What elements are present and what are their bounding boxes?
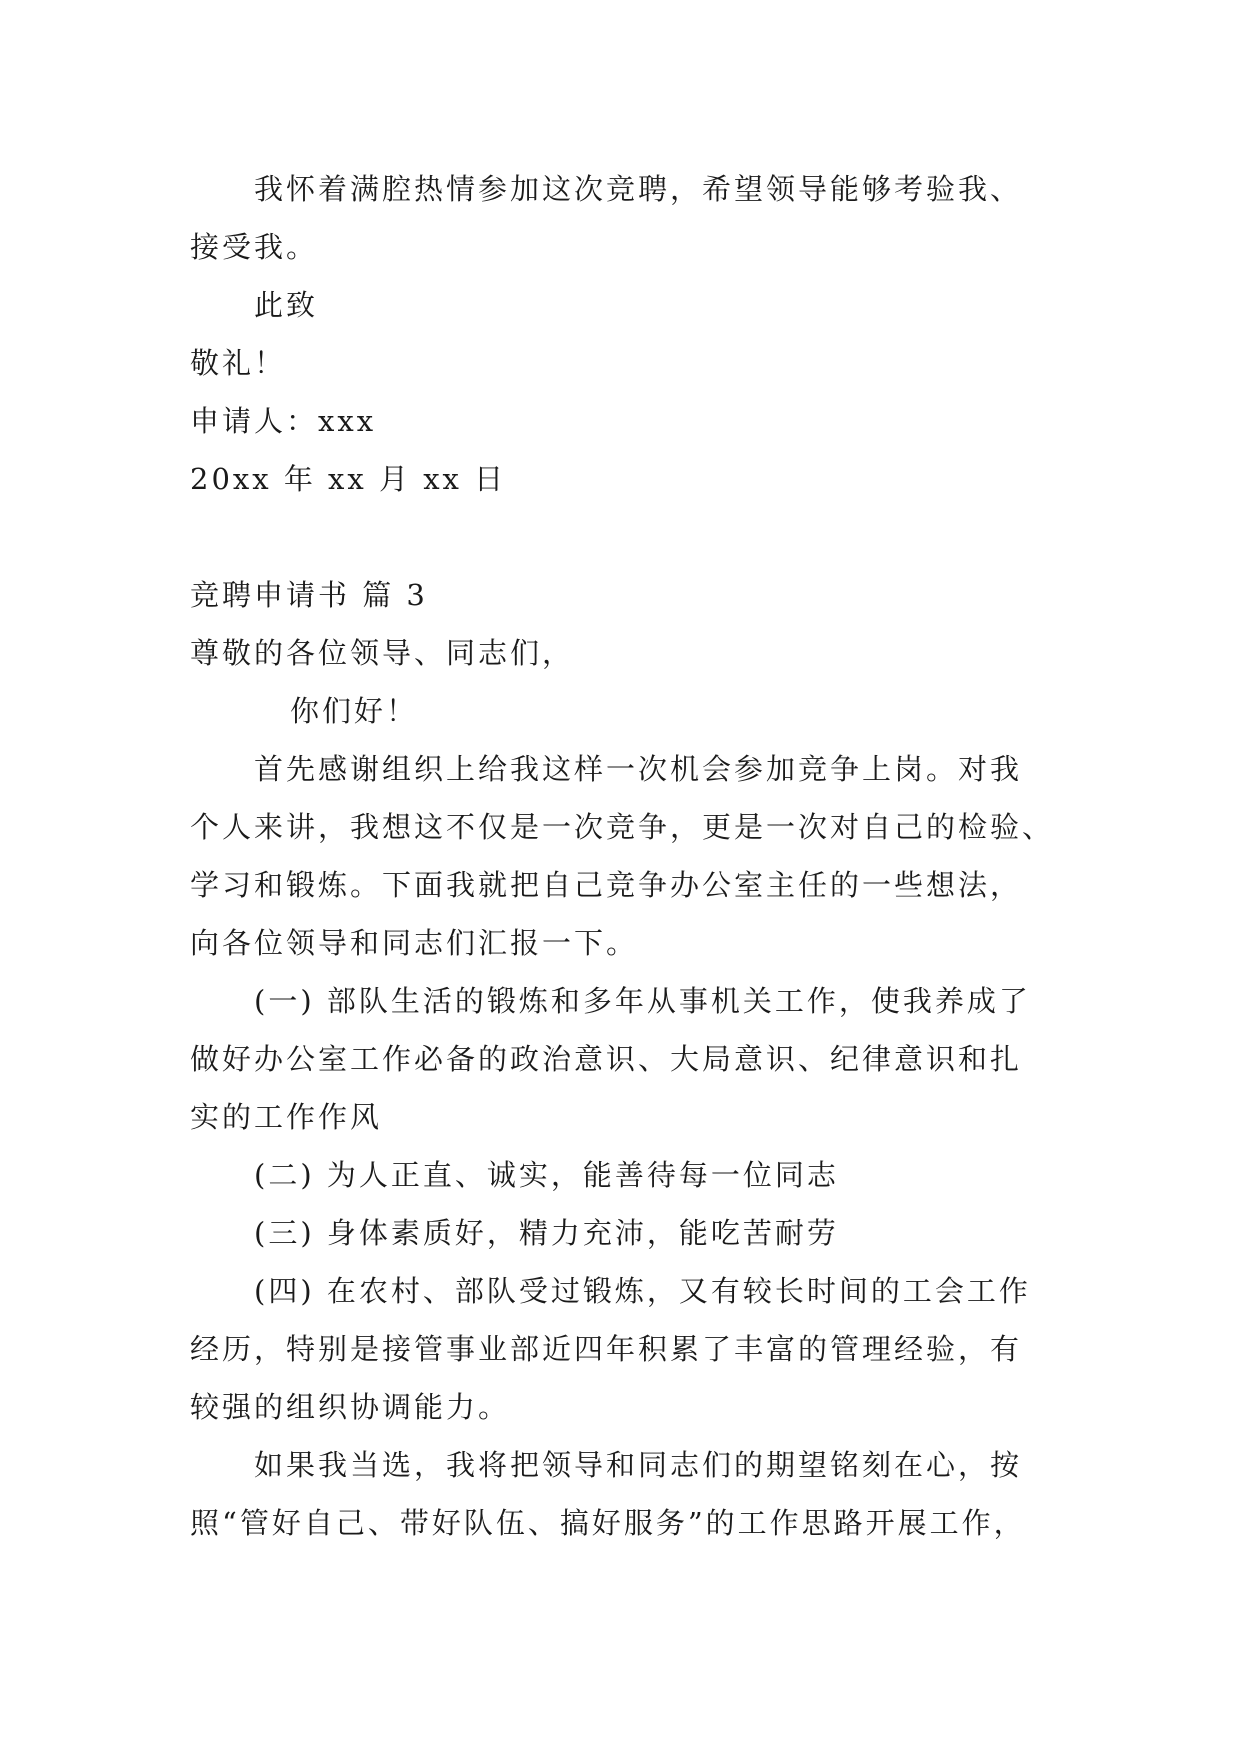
closing-regards: 敬礼！ <box>190 346 287 380</box>
list-item-line: 实的工作作风 <box>190 1100 383 1134</box>
paragraph-line: 学习和锻炼。下面我就把自己竞争办公室主任的一些想法， <box>190 868 1023 902</box>
list-item-line: (三) 身体素质好，精力充沛，能吃苦耐劳 <box>254 1216 839 1250</box>
list-item-line: 经历，特别是接管事业部近四年积累了丰富的管理经验，有 <box>190 1332 1023 1366</box>
section-heading: 竞聘申请书 篇 3 <box>190 578 428 612</box>
document-body <box>190 160 1070 1552</box>
date-line: 20xx 年 xx 月 xx 日 <box>190 462 507 496</box>
paragraph-line: 我怀着满腔热情参加这次竞聘，希望领导能够考验我、 <box>254 172 1023 206</box>
list-item-line: (四) 在农村、部队受过锻炼，又有较长时间的工会工作 <box>254 1274 1031 1308</box>
paragraph-line: 首先感谢组织上给我这样一次机会参加竞争上岗。对我 <box>254 752 1023 786</box>
greeting-hello: 你们好！ <box>290 694 419 728</box>
list-item-line: 做好办公室工作必备的政治意识、大局意识、纪律意识和扎 <box>190 1042 1023 1076</box>
paragraph-line: 如果我当选，我将把领导和同志们的期望铭刻在心，按 <box>254 1448 1023 1482</box>
paragraph-line: 接受我。 <box>190 230 319 264</box>
paragraph-line: 照“管好自己、带好队伍、搞好服务”的工作思路开展工作， <box>190 1506 1026 1540</box>
greeting-line: 尊敬的各位领导、同志们， <box>190 636 575 670</box>
applicant-line: 申请人：xxx <box>190 404 377 438</box>
list-item-line: (二) 为人正直、诚实，能善待每一位同志 <box>254 1158 839 1192</box>
list-item-line: (一) 部队生活的锻炼和多年从事机关工作，使我养成了 <box>254 984 1031 1018</box>
paragraph-line: 向各位领导和同志们汇报一下。 <box>190 926 639 960</box>
paragraph-line: 个人来讲，我想这不仅是一次竞争，更是一次对自己的检验、 <box>190 810 1055 844</box>
list-item-line: 较强的组织协调能力。 <box>190 1390 511 1424</box>
blank-line <box>190 508 1070 566</box>
closing-salutation: 此致 <box>254 288 319 322</box>
